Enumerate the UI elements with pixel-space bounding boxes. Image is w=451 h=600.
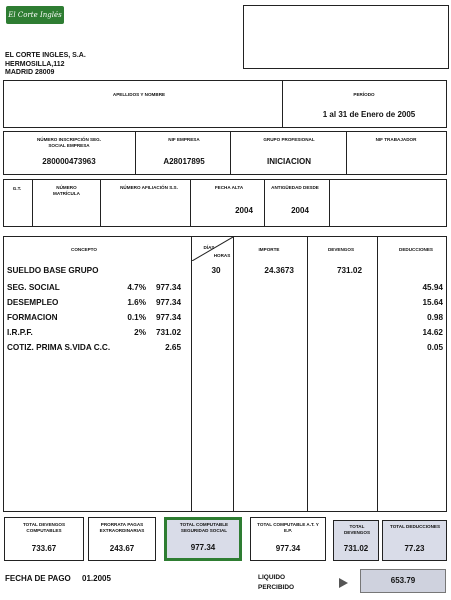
horas-header: HORAS xyxy=(213,253,231,258)
total-value: 977.34 xyxy=(190,543,216,552)
liquido-value: 653.79 xyxy=(390,576,416,585)
divider xyxy=(264,180,265,226)
employee-box xyxy=(3,80,447,128)
total-computable-at-box xyxy=(250,517,326,561)
row-deducciones: 45.94 xyxy=(422,283,443,292)
row-pct: 0.1% xyxy=(127,313,146,322)
total-value: 977.34 xyxy=(275,544,301,553)
row-base: 731.02 xyxy=(155,328,181,337)
row-deducciones: 0.05 xyxy=(427,343,443,352)
row-concepto: SUELDO BASE GRUPO xyxy=(7,266,99,275)
row-pct: 4.7% xyxy=(127,283,146,292)
total-value: 243.67 xyxy=(109,544,135,553)
ids-box xyxy=(3,131,447,175)
row-base: 2.65 xyxy=(165,343,181,352)
divider xyxy=(233,237,234,511)
row-concepto: I.R.P.F. xyxy=(7,328,33,337)
periodo-label: PERÍODO xyxy=(353,92,375,97)
company-name: EL CORTE INGLES, S.A. xyxy=(5,52,86,59)
row-base: 977.34 xyxy=(155,283,181,292)
meta-box xyxy=(3,179,447,227)
liquido-label-2: PERCIBIDO xyxy=(258,584,295,591)
divider xyxy=(329,180,330,226)
divider xyxy=(100,180,101,226)
row-base: 977.34 xyxy=(155,313,181,322)
header-empty-box xyxy=(243,5,449,69)
row-concepto: COTIZ. PRIMA S.VIDA C.C. xyxy=(7,343,111,352)
deducciones-header: DEDUCCIONES xyxy=(399,247,433,252)
apellidos-label: APELLIDOS Y NOMBRE xyxy=(112,92,166,97)
num-insc-label: NÚMERO INSCRIPCIÓN SEG. SOCIAL EMPRESA xyxy=(36,137,102,148)
total-deducciones-box xyxy=(382,520,447,561)
liquido-label-1: LIQUIDO xyxy=(258,574,286,581)
total-value: 731.02 xyxy=(343,544,369,553)
afiliacion-label: NÚMERO AFILIACIÓN S.S. xyxy=(120,185,178,190)
total-label: TOTAL COMPUTABLE A.T. Y E.P. xyxy=(257,522,319,533)
divider xyxy=(307,237,308,511)
nif-empresa-label: NIF EMPRESA xyxy=(168,137,200,142)
nif-empresa-value: A28017895 xyxy=(163,157,205,166)
row-importe: 24.3673 xyxy=(264,266,294,275)
num-insc-value: 280000473963 xyxy=(42,157,96,166)
row-pct: 1.6% xyxy=(127,298,146,307)
dias-header: DÍAS xyxy=(203,245,215,250)
concepto-header: CONCEPTO xyxy=(71,247,97,252)
grupo-value: INICIACION xyxy=(267,157,311,166)
total-label: TOTAL DEVENGOS COMPUTABLES xyxy=(22,522,66,533)
periodo-value: 1 al 31 de Enero de 2005 xyxy=(322,110,416,119)
arrow-right-icon xyxy=(339,578,348,588)
total-devengos-box xyxy=(333,520,379,561)
antiguedad-label: ANTIGÜEDAD DESDE xyxy=(271,185,319,190)
row-concepto: DESEMPLEO xyxy=(7,298,59,307)
company-block xyxy=(5,52,86,78)
total-label: TOTAL COMPUTABLE SEGURIDAD SOCIAL xyxy=(179,522,229,533)
divider xyxy=(32,180,33,226)
divider xyxy=(377,237,378,511)
fecha-alta-label: FECHA ALTA xyxy=(214,185,244,190)
prorrata-box xyxy=(88,517,156,561)
liquido-value-box xyxy=(360,569,446,593)
nif-trabajador-label: NIF TRABAJADOR xyxy=(375,137,417,142)
total-computable-ss-box xyxy=(164,517,242,561)
total-label: TOTAL DEVENGOS xyxy=(343,524,371,535)
divider xyxy=(346,132,347,174)
divider xyxy=(190,180,191,226)
antiguedad-value: 2004 xyxy=(291,206,309,215)
row-pct: 2% xyxy=(134,328,146,337)
total-value: 733.67 xyxy=(31,544,57,553)
matricula-label: NÚMERO MATRÍCULA xyxy=(53,185,80,196)
row-dias: 30 xyxy=(211,266,221,275)
company-logo: El Corte Inglés xyxy=(6,6,64,24)
company-city: MADRID 28009 xyxy=(5,69,55,76)
total-value: 77.23 xyxy=(404,544,425,553)
row-deducciones: 0.98 xyxy=(427,313,443,322)
grupo-label: GRUPO PROFESIONAL xyxy=(263,137,315,142)
divider xyxy=(230,132,231,174)
row-devengos: 731.02 xyxy=(336,266,362,275)
total-label: TOTAL DEDUCCIONES xyxy=(389,524,441,529)
row-deducciones: 15.64 xyxy=(422,298,443,307)
divider xyxy=(191,237,192,511)
total-label: PRORRATA PAGAS EXTRAORDINARIAS xyxy=(99,522,145,533)
row-concepto: FORMACION xyxy=(7,313,58,322)
divider xyxy=(282,81,283,127)
devengos-header: DEVENGOS xyxy=(327,247,355,252)
fecha-alta-value: 2004 xyxy=(235,206,253,215)
company-address: HERMOSILLA,112 xyxy=(5,60,65,68)
fecha-pago-label: FECHA DE PAGO xyxy=(5,574,71,583)
row-deducciones: 14.62 xyxy=(422,328,443,337)
divider xyxy=(135,132,136,174)
row-concepto: SEG. SOCIAL xyxy=(7,283,60,292)
gt-label: G.T. xyxy=(12,186,22,191)
row-base: 977.34 xyxy=(155,298,181,307)
concept-table xyxy=(3,236,447,512)
total-devengos-computables-box xyxy=(4,517,84,561)
importe-header: IMPORTE xyxy=(258,247,280,252)
fecha-pago-value: 01.2005 xyxy=(82,574,111,583)
